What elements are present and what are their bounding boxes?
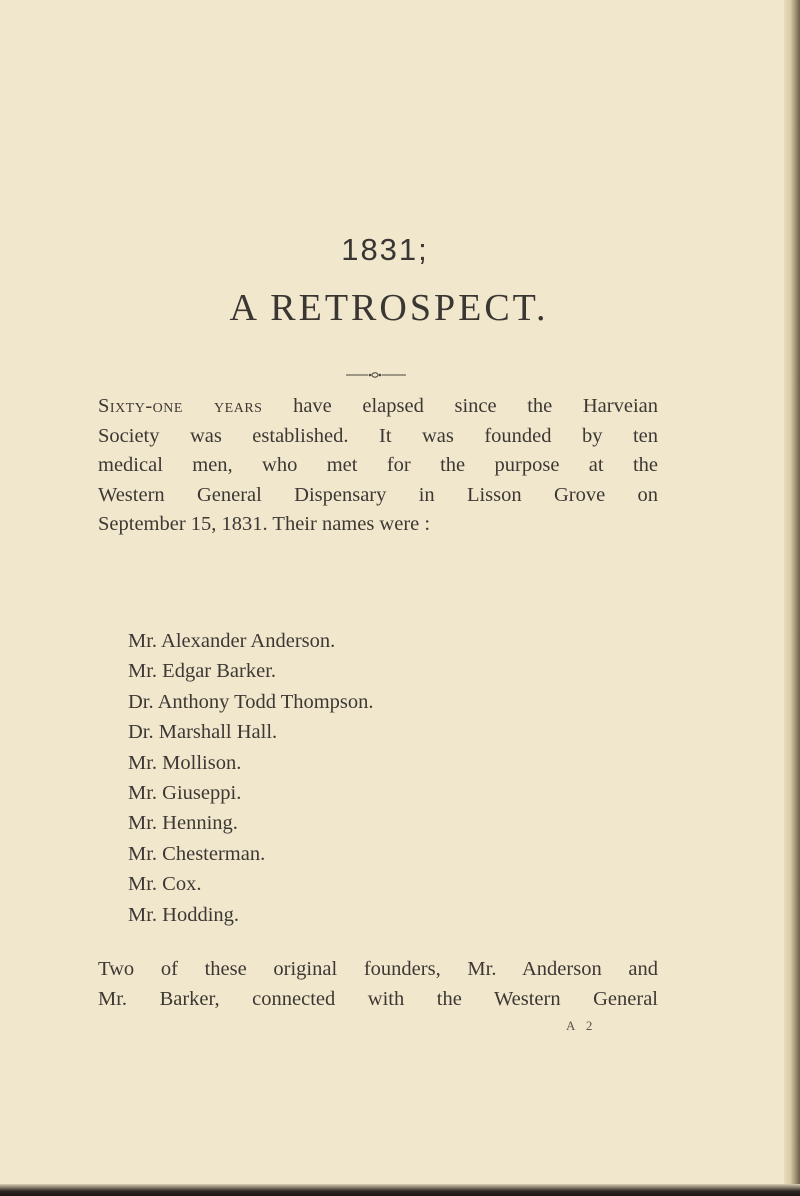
intro-text: Society was established. It was founded by ten (98, 424, 658, 447)
list-item: Mr. Chesterman. (128, 842, 266, 865)
closing-line: Two of these original founders, Mr. Anderson and (98, 958, 658, 980)
signature-mark: A 2 (566, 1018, 597, 1033)
page-title: A RETROSPECT. (229, 287, 549, 329)
list-item: Mr. Cox. (128, 873, 202, 896)
intro-line (98, 422, 658, 452)
page-bottom-edge (0, 1184, 800, 1196)
intro-text: have elapsed since the Harveian (262, 395, 658, 417)
intro-line (98, 392, 658, 422)
list-item: Dr. Anthony Todd Thompson. (128, 690, 374, 713)
intro-text: September 15, 1831. Their names were : (98, 513, 431, 535)
founders-list (128, 626, 374, 930)
list-item: Mr. Mollison. (128, 751, 242, 774)
intro-line (98, 451, 658, 481)
heading-year: 1831; (341, 232, 429, 267)
closing-line: Mr. Barker, connected with the Western General (98, 987, 658, 1010)
list-item: Dr. Marshall Hall. (128, 721, 278, 744)
intro-line (98, 481, 658, 511)
list-item: Mr. Giuseppi. (128, 781, 242, 804)
list-item: Mr. Edgar Barker. (128, 660, 277, 683)
list-item: Mr. Alexander Anderson. (128, 630, 336, 652)
intro-line (98, 510, 658, 540)
intro-smallcaps: Sixty-one years (98, 395, 263, 417)
page-edge-shadow (784, 0, 800, 1196)
intro-paragraph (98, 392, 658, 540)
list-item: Mr. Hodding. (128, 903, 240, 926)
intro-text: Western General Dispensary in Lisson Grove on (98, 483, 658, 506)
ornament-rule-icon (346, 370, 406, 380)
list-item: Mr. Henning. (128, 812, 238, 835)
closing-paragraph (98, 955, 658, 1014)
intro-text: medical men, who met for the purpose at the (98, 454, 658, 476)
